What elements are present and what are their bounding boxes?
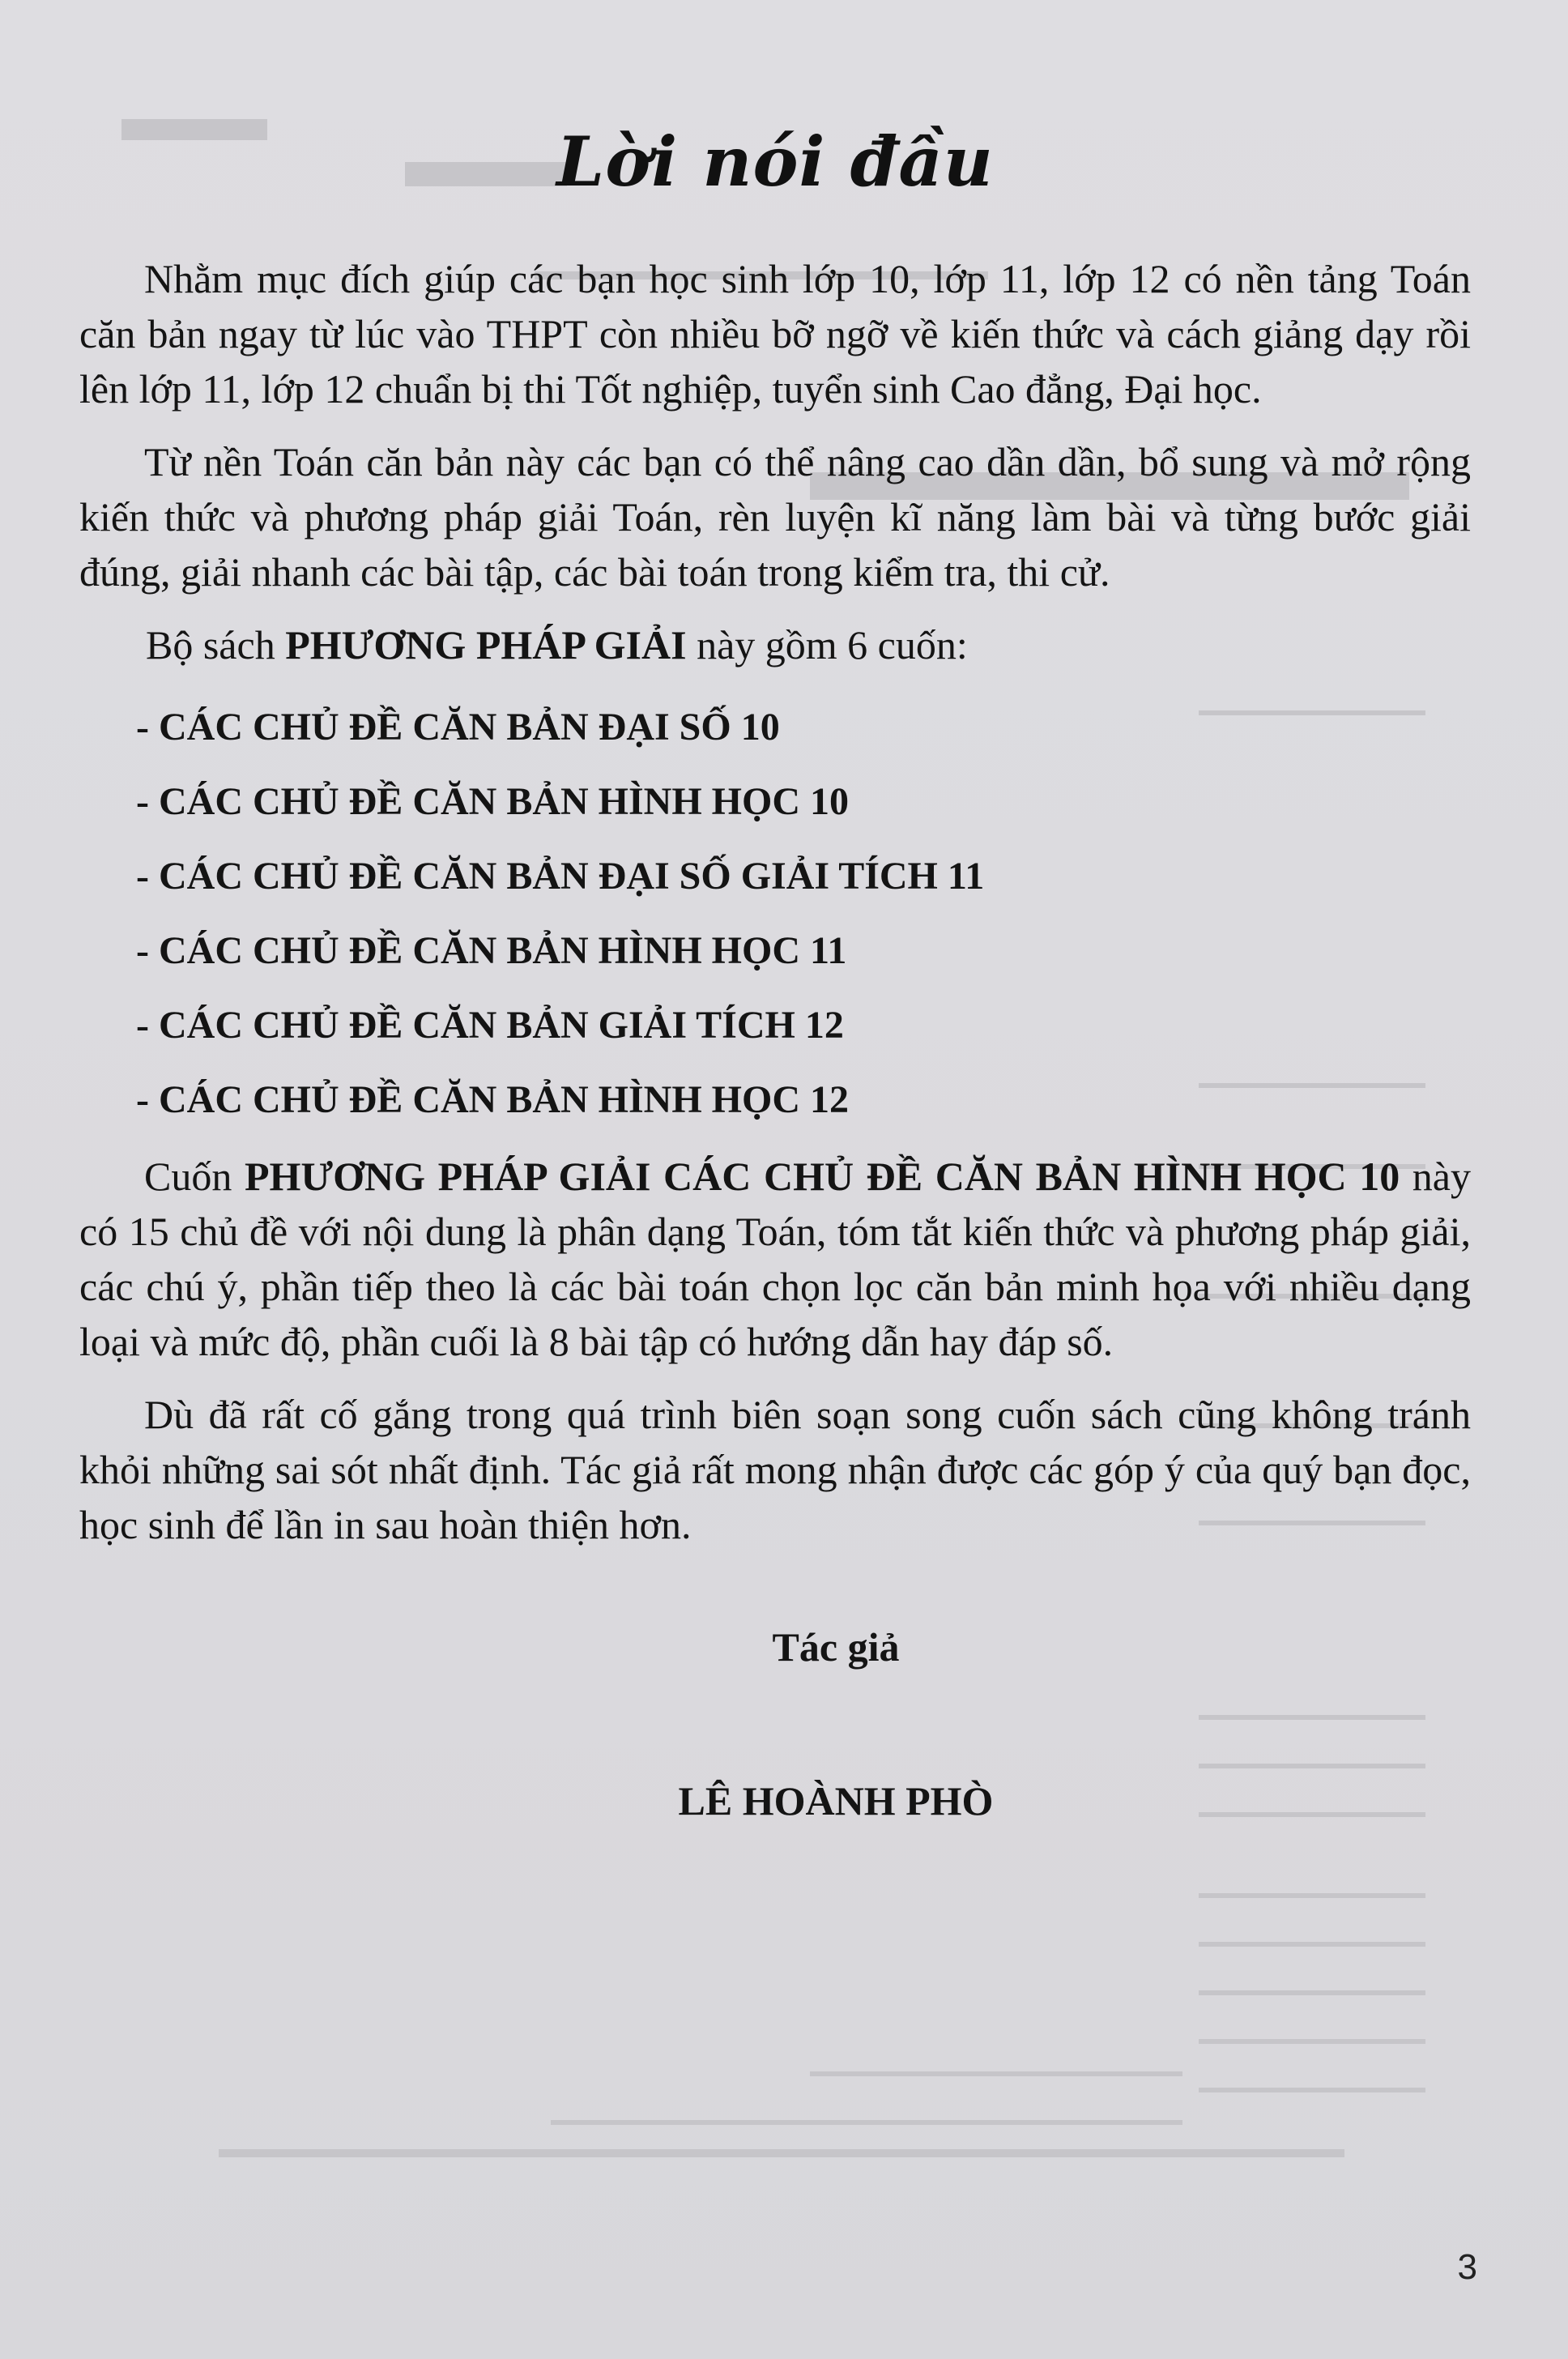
series-intro	[79, 617, 1471, 672]
author-name: LÊ HOÀNH PHÒ	[678, 1778, 994, 1824]
series-name: PHƯƠNG PHÁP GIẢI	[285, 622, 687, 668]
book-list-item: - CÁC CHỦ ĐỀ CĂN BẢN HÌNH HỌC 11	[136, 929, 847, 972]
page-title: Lời nói đầu	[556, 122, 994, 202]
book-list-item: - CÁC CHỦ ĐỀ CĂN BẢN ĐẠI SỐ GIẢI TÍCH 11	[136, 855, 985, 898]
book-list-item: - CÁC CHỦ ĐỀ CĂN BẢN HÌNH HỌC 12	[136, 1078, 850, 1121]
series-intro-prefix: Bộ sách	[146, 622, 286, 668]
page-number: 3	[1457, 2247, 1477, 2287]
book-list	[79, 690, 1471, 1137]
series-intro-suffix: này gồm 6 cuốn:	[686, 622, 968, 668]
preface-content	[79, 122, 1471, 1829]
book-list-item: - CÁC CHỦ ĐỀ CĂN BẢN ĐẠI SỐ 10	[136, 706, 780, 749]
paragraph-closing: Dù đã rất cố gắng trong quá trình biên soạn song cuốn sách cũng không tránh khỏi những sai sót nhất định. Tác giả rất mong nhận được các góp ý của quý bạn đọc, học sinh để lần in sau hoàn thiện hơn.	[79, 1392, 1471, 1547]
paragraph-foundation: Từ nền Toán căn bản này các bạn có thể nâng cao dần dần, bổ sung và mở rộng kiến thức và phương pháp giải Toán, rèn luyện kĩ năng làm bài và từng bước giải đúng, giải nhanh các bài tập, các bài toán trong kiểm tra, thi cử.	[79, 439, 1471, 595]
book-list-item: - CÁC CHỦ ĐỀ CĂN BẢN GIẢI TÍCH 12	[136, 1004, 844, 1047]
paragraph-book-prefix: Cuốn	[144, 1154, 245, 1199]
paragraph-book-description	[79, 1149, 1471, 1369]
paragraph-book-suffix: này có 15 chủ đề với nội dung là phân dạng Toán, tóm tắt kiến thức và phương pháp giải, các chú ý, phần tiếp theo là các bài toán chọn lọc căn bản minh họa với nhiều dạng loại và mức độ, phần cuối là 8 bài tập có hướng dẫn hay đáp số.	[79, 1154, 1471, 1364]
book-list-item: - CÁC CHỦ ĐỀ CĂN BẢN HÌNH HỌC 10	[136, 780, 850, 823]
paragraph-purpose: Nhằm mục đích giúp các bạn học sinh lớp 10, lớp 11, lớp 12 có nền tảng Toán căn bản ngay từ lúc vào THPT còn nhiều bỡ ngỡ về kiến thức và cách giảng dạy rồi lên lớp 11, lớp 12 chuẩn bị thi Tốt nghiệp, tuyển sinh Cao đẳng, Đại học.	[79, 256, 1471, 412]
book-name: PHƯƠNG PHÁP GIẢI CÁC CHỦ ĐỀ CĂN BẢN HÌNH HỌC 10	[244, 1154, 1400, 1199]
signature-role: Tác giả	[772, 1624, 900, 1670]
